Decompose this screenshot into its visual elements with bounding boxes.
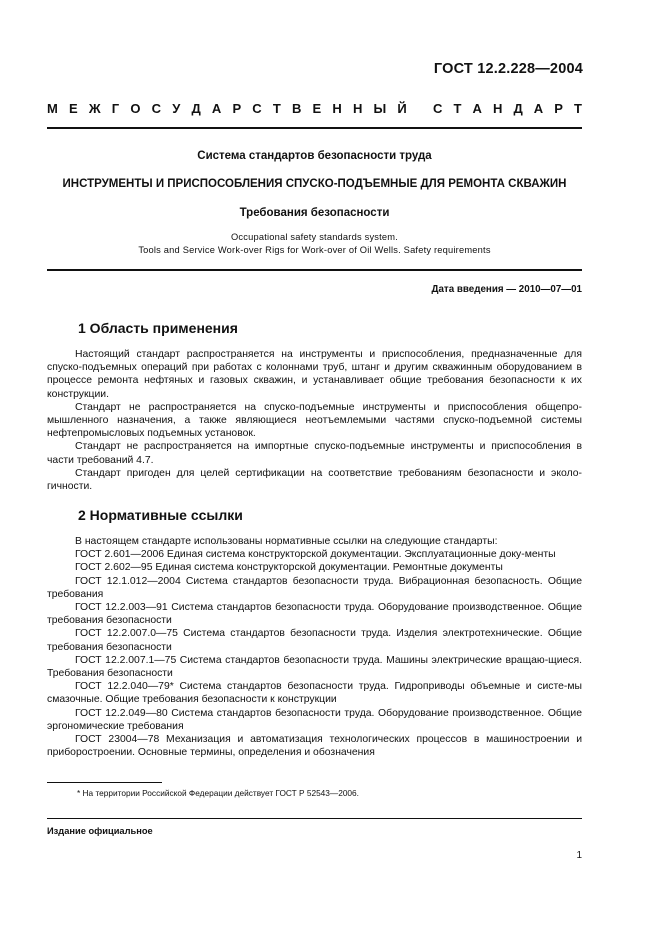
system-title: Система стандартов безопасности труда: [197, 150, 432, 162]
section-1-body: [47, 348, 582, 493]
banner-word-interstate: [47, 101, 407, 116]
paragraph: Настоящий стандарт распространяется на инструменты и приспособления, предназначенные для спуско-подъемных операций при работах с колоннами труб, штанг и другим скважинным оборудованием в процессе ремонта нефтяных и газовых скважин, и устанавливает общие требования безопасности к их конструкции.: [47, 349, 582, 400]
introduction-date: Дата введения — 2010—07—01: [431, 284, 582, 295]
paragraph: Стандарт не распространяется на импортные спуско-подъемные инструменты и приспособления в части требований 4.7.: [47, 441, 582, 466]
footnote: * На территории Российской Федерации действует ГОСТ Р 52543—2006.: [77, 788, 359, 798]
banner-letter: Р: [554, 101, 563, 116]
banner-letter: А: [472, 101, 482, 116]
banner-letter: Т: [453, 101, 462, 116]
banner-letter: Д: [191, 101, 201, 116]
paragraph: ГОСТ 12.2.003—91 Система стандартов безопасности труда. Оборудование производственное. Общие требования безопасности: [47, 602, 582, 627]
paragraph: В настоящем стандарте использованы нормативные ссылки на следующие стандарты:: [75, 536, 498, 547]
bottom-divider: [47, 818, 582, 819]
paragraph: ГОСТ 12.2.007.1—75 Система стандартов безопасности труда. Машины электрические вращаю-щиеся. Требования безопасности: [47, 654, 582, 680]
banner-letter: Г: [111, 101, 120, 116]
banner-letter: Т: [574, 101, 582, 116]
paragraph: Стандарт пригоден для целей сертификации на соответствие требованиям безопасности и эколо-гичности.: [47, 467, 582, 493]
banner-letter: С: [151, 101, 162, 116]
banner-letter: Н: [332, 101, 342, 116]
banner-letter: Е: [69, 101, 78, 116]
section-1-heading: 1 Область применения: [78, 320, 238, 336]
banner-letter: Ж: [88, 101, 101, 116]
paragraph: ГОСТ 23004—78 Механизация и автоматизация технологических процессов в машиностроении и приборостроении. Основные термины, определения и обозначения: [47, 734, 582, 759]
banner-letter: Н: [352, 101, 363, 116]
banner-letter: Т: [272, 101, 281, 116]
section-2-body: [47, 535, 582, 759]
banner-letter: О: [130, 101, 141, 116]
paragraph: ГОСТ 12.1.012—2004 Система стандартов безопасности труда. Вибрационная безопасность. Общие требования: [47, 575, 582, 600]
banner-letter: У: [172, 101, 181, 116]
paragraph: ГОСТ 12.2.040—79* Система стандартов безопасности труда. Гидроприводы объемные и систе-мы смазочные. Общие требования безопасности к конструкции: [47, 681, 582, 706]
paragraph: ГОСТ 2.601—2006 Единая система конструкторской документации. Эксплуатационные доку-менты: [75, 549, 556, 561]
paragraph: ГОСТ 12.2.049—80 Система стандартов безопасности труда. Оборудование производственное. Общие эргономические требования: [47, 707, 582, 732]
banner-letter: А: [533, 101, 544, 116]
paragraph: ГОСТ 2.602—95 Единая система конструкторской документации. Ремонтные документы: [75, 562, 503, 574]
banner-letter: М: [47, 101, 58, 116]
footnote-divider: [47, 782, 162, 783]
banner-letter: Й: [397, 101, 407, 116]
banner-letter: А: [211, 101, 222, 116]
banner-letter: Р: [232, 101, 242, 116]
paragraph: Стандарт не распространяется на спуско-подъемные инструменты и приспособления общепро-мышленного назначения, а также являющиеся неотъемлемыми частями спуско-подъемной системы нефтепромысловых подъемных установок.: [47, 401, 582, 440]
section-2-heading: 2 Нормативные ссылки: [78, 507, 243, 523]
banner-letter: Д: [513, 101, 523, 116]
page-number: 1: [576, 850, 582, 861]
title-divider: [47, 269, 582, 271]
interstate-standard-banner: [47, 101, 582, 116]
english-title-line-1: Occupational safety standards system.: [230, 232, 399, 242]
english-title-line-2: Tools and Service Work-over Rigs for Work-over of Oil Wells. Safety requirements: [138, 245, 491, 255]
main-title: ИНСТРУМЕНТЫ И ПРИСПОСОБЛЕНИЯ СПУСКО-ПОДЪЕМНЫЕ ДЛЯ РЕМОНТА СКВАЖИН: [62, 178, 567, 190]
subtitle: Требования безопасности: [239, 207, 390, 219]
standard-code: ГОСТ 12.2.228—2004: [433, 61, 583, 77]
paragraph: ГОСТ 12.2.007.0—75 Система стандартов безопасности труда. Изделия электротехнические. Общие требования безопасности: [47, 628, 582, 653]
banner-letter: Ы: [373, 101, 387, 116]
banner-letter: Е: [312, 101, 322, 116]
banner-letter: С: [433, 101, 443, 116]
banner-letter: Н: [492, 101, 503, 116]
banner-word-standard: [433, 101, 582, 116]
banner-letter: В: [291, 101, 302, 116]
top-divider: [47, 127, 582, 129]
banner-letter: С: [252, 101, 262, 116]
official-edition-label: Издание официальное: [47, 826, 153, 836]
